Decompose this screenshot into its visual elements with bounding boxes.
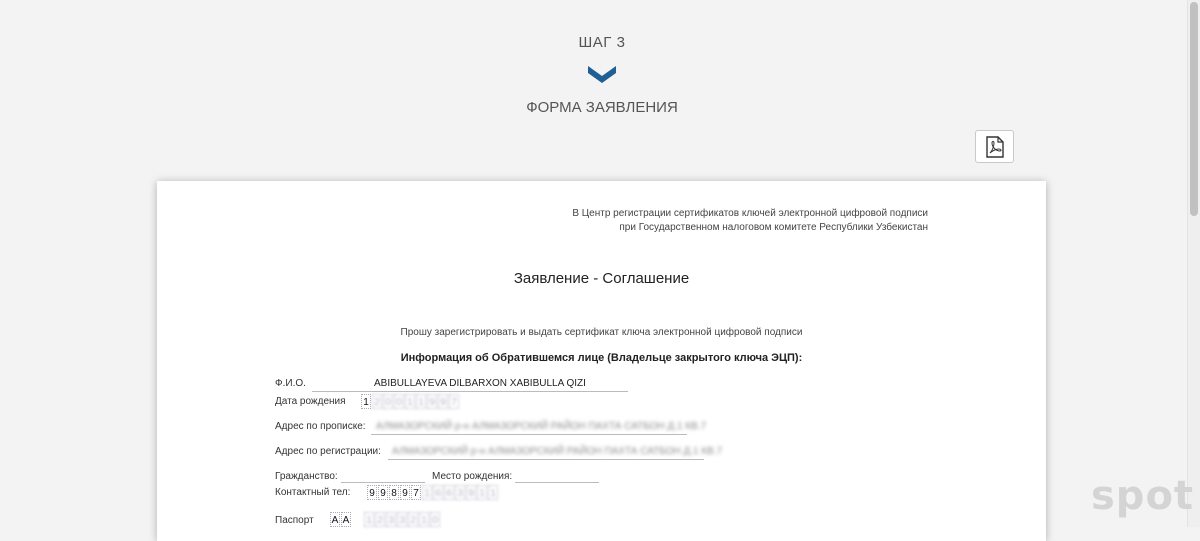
digit-cell: А (341, 512, 351, 527)
digit-cell-masked: 2 (375, 512, 385, 527)
dob-cells (361, 394, 460, 409)
passport-number-cells (364, 512, 441, 527)
document-title: Заявление - Соглашение (513, 270, 690, 287)
digit-cell-masked: 9 (466, 485, 476, 500)
digit-cell-masked: 0 (430, 512, 440, 527)
vertical-scrollbar[interactable] (1187, 0, 1200, 527)
digit-cell-masked: 2 (372, 394, 382, 409)
birthplace-label: Место рождения: (432, 471, 513, 482)
passport-label: Паспорт (275, 515, 314, 526)
digit-cell-masked: 6 (444, 485, 454, 500)
chevron-down-icon (588, 66, 616, 84)
digit-cell-masked: 1 (419, 512, 429, 527)
citizenship-label: Гражданство: (275, 471, 338, 482)
digit-cell-masked: 1 (477, 485, 487, 500)
application-document (157, 181, 1046, 541)
digit-cell-masked: 1 (416, 394, 426, 409)
reg-address-label: Адрес по прописке: (275, 421, 366, 432)
digit-cell-masked: 9 (438, 394, 448, 409)
phone-cells (367, 485, 499, 500)
digit-cell: 9 (378, 485, 388, 500)
digit-cell-masked: 0 (394, 394, 404, 409)
passport-series-cells (330, 512, 352, 527)
digit-cell-masked: 6 (433, 485, 443, 500)
download-pdf-button[interactable] (975, 130, 1014, 163)
step-label: ШАГ 3 (578, 34, 626, 51)
section-title: Информация об Обратившемся лице (Владельце закрытого ключа ЭЦП): (400, 352, 803, 364)
fio-value: ABIBULLAYEVA DILBARXON XABIBULLA QIZI (374, 378, 586, 389)
res-address-label: Адрес по регистрации: (275, 446, 381, 457)
digit-cell-masked: 3 (386, 512, 396, 527)
digit-cell-masked: 3 (455, 485, 465, 500)
pdf-icon (985, 136, 1005, 158)
dob-label: Дата рождения (275, 396, 346, 407)
request-text: Прошу зарегистрировать и выдать сертификат ключа электронной цифровой подписи (400, 327, 803, 338)
digit-cell-masked: 1 (364, 512, 374, 527)
phone-label: Контактный тел: (275, 487, 351, 498)
scrollbar-thumb[interactable] (1190, 2, 1198, 216)
watermark-logo: spot (1091, 473, 1195, 519)
digit-cell-masked: 9 (427, 394, 437, 409)
digit-cell: 7 (411, 485, 421, 500)
digit-cell: 8 (389, 485, 399, 500)
digit-cell: А (330, 512, 340, 527)
reg-address-value: АЛМАЗОРСКИЙ р-н АЛМАЗОРСКИЙ РАЙОН ПАХТА САТБОН Д.1 КВ.7 (376, 421, 707, 432)
digit-cell-masked: 0 (383, 394, 393, 409)
digit-cell-masked: 7 (449, 394, 459, 409)
digit-cell-masked: 1 (422, 485, 432, 500)
digit-cell-masked: 2 (408, 512, 418, 527)
step-title: ФОРМА ЗАЯВЛЕНИЯ (526, 99, 678, 116)
digit-cell: 9 (400, 485, 410, 500)
digit-cell-masked: 1 (488, 485, 498, 500)
fio-label: Ф.И.О. (275, 378, 306, 389)
digit-cell: 1 (361, 394, 371, 409)
res-address-value: АЛМАЗОРСКИЙ р-н АЛМАЗОРСКИЙ РАЙОН ПАХТА САТБОН Д.1 КВ.7 (392, 446, 723, 457)
digit-cell-masked: 3 (397, 512, 407, 527)
addressee-block: В Центр регистрации сертификатов ключей электронной цифровой подписи при Государственном налоговом комитете Республики Узбекистан (572, 208, 928, 233)
digit-cell: 9 (367, 485, 377, 500)
digit-cell-masked: 1 (405, 394, 415, 409)
